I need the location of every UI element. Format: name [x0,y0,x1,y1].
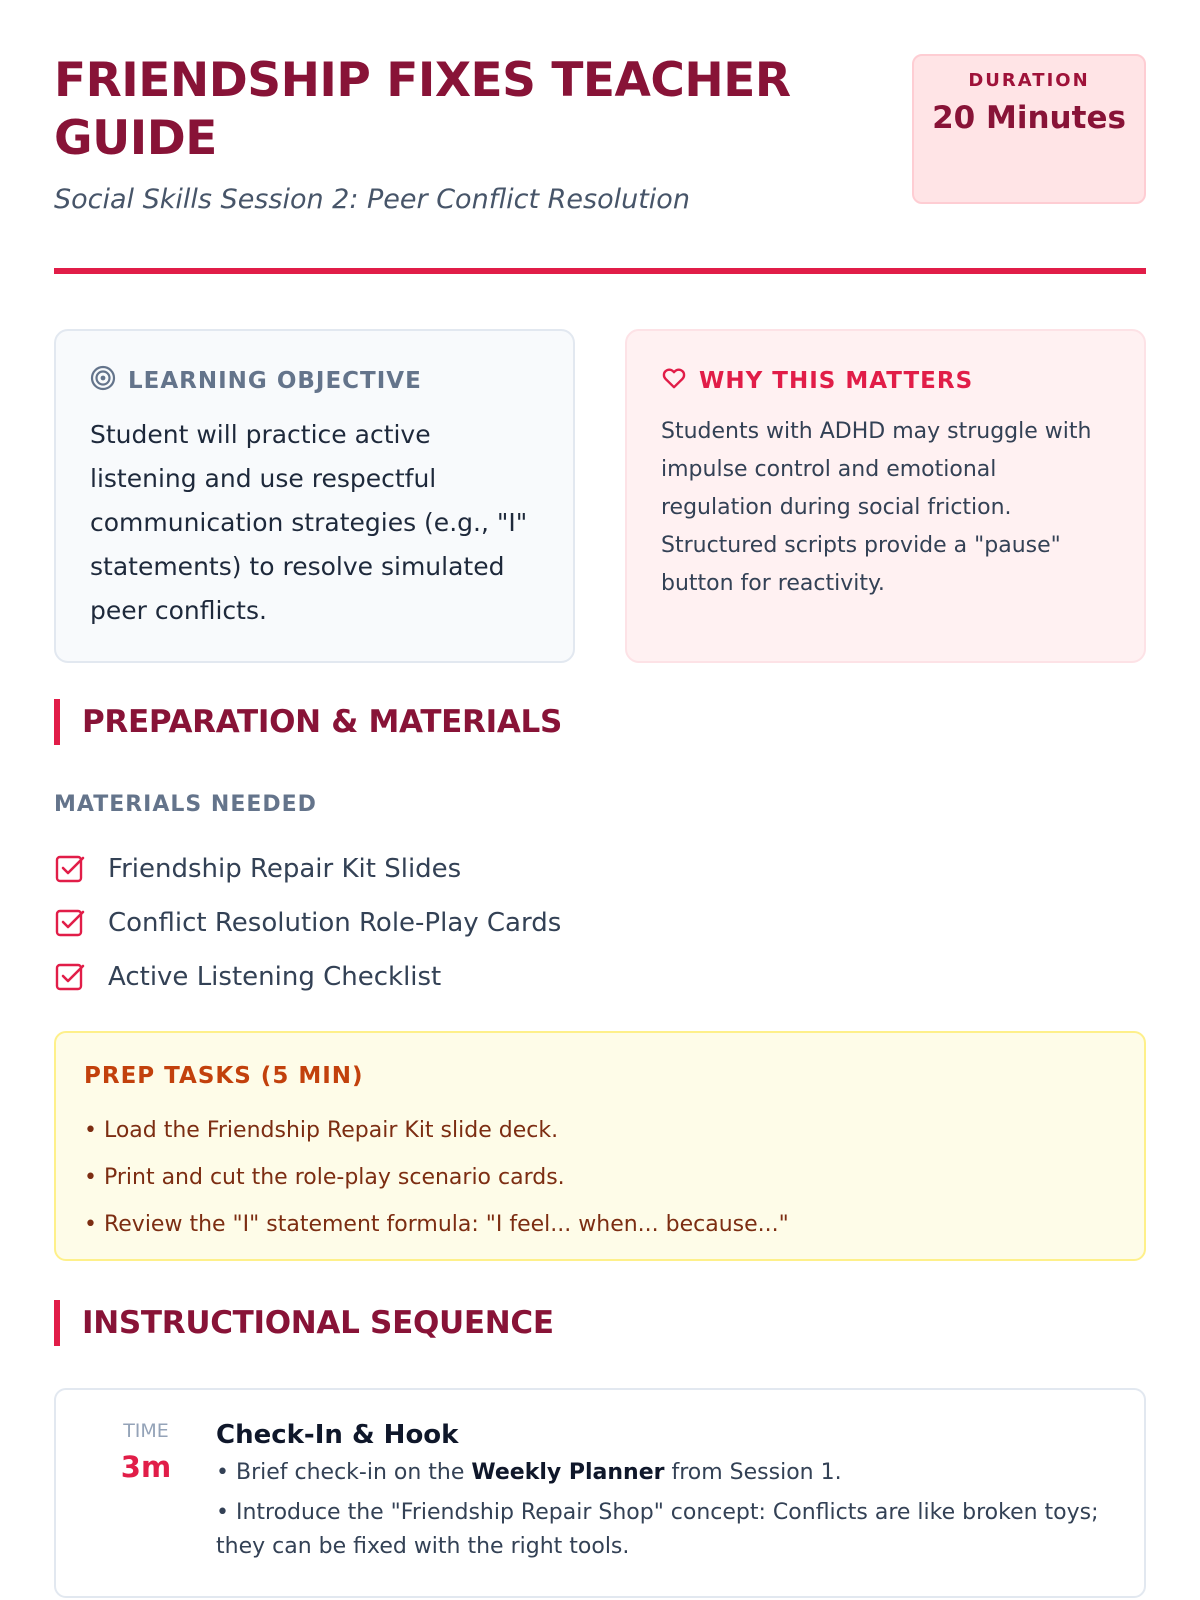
checkbox-checked-icon [54,853,86,885]
step-line-text: from Session 1. [664,1460,842,1485]
list-item: • Print and cut the role-play scenario cards. [84,1165,565,1190]
why-this-matters-heading: WHY THIS MATTERS [699,368,974,394]
materials-list [54,842,561,1004]
duration-value: 20 Minutes [932,100,1126,136]
material-label: Active Listening Checklist [108,962,442,992]
section-accent-bar [54,699,60,745]
material-label: Friendship Repair Kit Slides [108,854,462,884]
learning-objective-text: Student will practice active listening and use respectful communication strategies (e.g., "I" statements) to resolve simulated peer conflicts. [90,420,528,625]
step-time [96,1420,196,1484]
why-this-matters-text: Students with ADHD may struggle with impulse control and emotional regulation during social friction. Structured scripts provide a "pause" button for reactivity. [661,419,1092,596]
heart-icon [661,365,687,397]
target-icon [90,365,116,397]
step-line: • Introduce the "Friendship Repair Shop" concept: Conflicts are like broken toys; they can be fixed with the right tools. [216,1500,1099,1559]
section-accent-bar [54,1300,60,1346]
page-title: FRIENDSHIP FIXES TEACHER GUIDE [54,53,791,166]
info-cards [54,329,1146,663]
learning-objective-card [54,329,575,663]
preparation-heading-text: PREPARATION & MATERIALS [82,704,563,740]
instructional-sequence-heading [54,1300,554,1346]
duration-label: DURATION [968,70,1090,91]
why-this-matters-card [625,329,1146,663]
time-value: 3m [120,1450,172,1484]
checkbox-checked-icon [54,907,86,939]
material-label: Conflict Resolution Role-Play Cards [108,908,562,938]
header-divider [54,268,1146,274]
list-item [54,896,561,950]
step-title: Check-In & Hook [216,1420,459,1450]
list-item: • Load the Friendship Repair Kit slide deck. [84,1118,559,1143]
step-content [216,1420,1104,1564]
guide-header [54,0,1146,218]
learning-objective-heading: LEARNING OBJECTIVE [128,368,422,394]
list-item: • Review the "I" statement formula: "I feel... when... because..." [84,1212,789,1237]
checkbox-checked-icon [54,961,86,993]
page-subtitle: Social Skills Session 2: Peer Conflict Resolution [54,184,690,215]
sequence-step-card [54,1388,1146,1598]
preparation-heading [54,699,562,745]
prep-tasks-list [84,1107,1116,1248]
prep-tasks-heading: PREP TASKS (5 MIN) [84,1063,364,1089]
time-label: TIME [123,1420,169,1442]
step-line-bold: Weekly Planner [471,1460,665,1485]
instructional-sequence-heading-text: INSTRUCTIONAL SEQUENCE [82,1305,554,1341]
list-item [54,842,561,896]
materials-label: MATERIALS NEEDED [54,792,317,817]
step-line [216,1456,1104,1490]
step-line-text: • Brief check-in on the [216,1460,472,1485]
prep-tasks-box [54,1031,1146,1261]
duration-badge [912,54,1146,204]
list-item [54,950,561,1004]
